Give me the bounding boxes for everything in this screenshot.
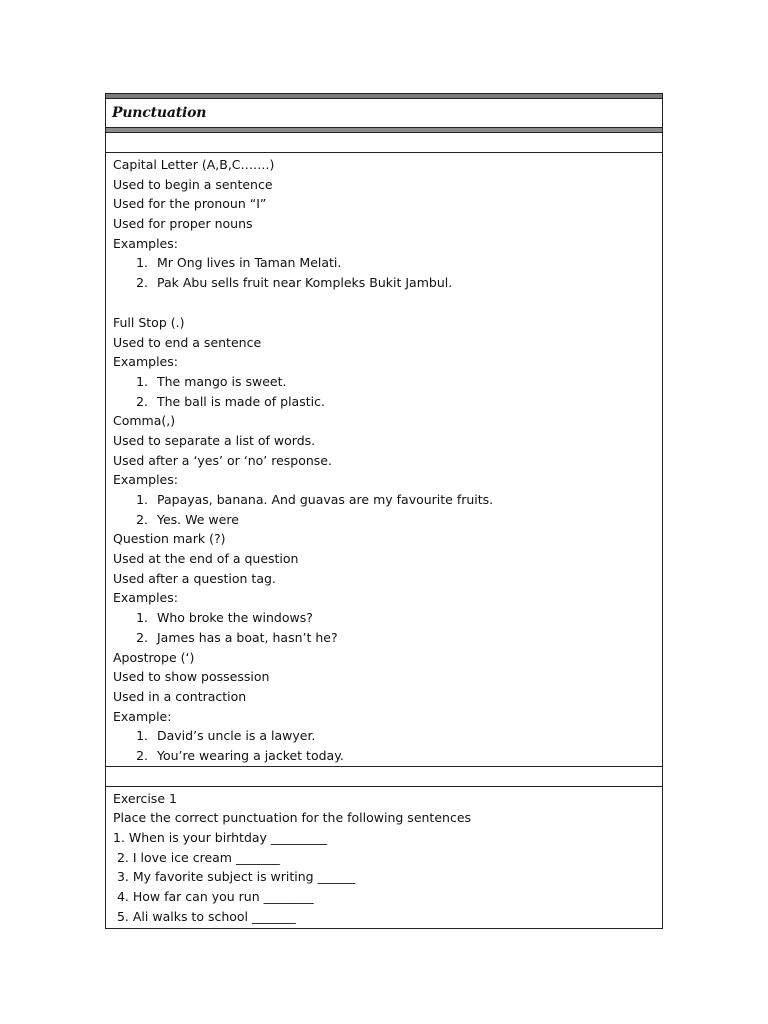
section-heading: Full Stop (.) — [113, 314, 185, 330]
title-row — [106, 98, 662, 128]
rule-line: Used to separate a list of words. — [113, 432, 316, 448]
example-item — [113, 510, 654, 530]
example-text: Yes. We were — [157, 511, 239, 527]
exercise-item: 3. My favorite subject is writing ______ — [113, 869, 356, 885]
rule-line: Used to end a sentence — [113, 334, 262, 350]
example-text: You’re wearing a jacket today. — [157, 747, 344, 763]
example-text: The mango is sweet. — [157, 373, 287, 389]
punctuation-content — [106, 153, 662, 766]
example-text: David’s uncle is a lawyer. — [157, 728, 316, 744]
example-item — [113, 392, 654, 412]
list-number: 1. — [136, 255, 148, 271]
example-item — [113, 746, 654, 766]
section-heading: Apostrope (‘) — [113, 649, 195, 665]
exercise-item: 4. How far can you run ________ — [113, 889, 314, 905]
exercise-item: 5. Ali walks to school _______ — [113, 908, 296, 924]
exercise-section — [106, 787, 662, 929]
rule-line: Used after a question tag. — [113, 570, 276, 586]
example-item — [113, 608, 654, 628]
rule-line: Used for the pronoun “I” — [113, 196, 267, 212]
examples-label: Example: — [113, 708, 172, 724]
example-item — [113, 273, 654, 293]
examples-label: Examples: — [113, 354, 178, 370]
list-number: 1. — [136, 610, 148, 626]
list-number: 2. — [136, 393, 148, 409]
examples-label: Examples: — [113, 590, 178, 606]
examples-label: Examples: — [113, 235, 178, 251]
spacer — [113, 293, 654, 313]
page-title: Punctuation — [112, 105, 207, 121]
section-heading: Question mark (?) — [113, 531, 226, 547]
example-item — [113, 628, 654, 648]
list-number: 1. — [136, 373, 148, 389]
worksheet — [105, 93, 663, 929]
exercise-instruction: Place the correct punctuation for the following sentences — [113, 810, 472, 826]
rule-line: Used at the end of a question — [113, 551, 299, 567]
list-number: 1. — [136, 492, 148, 507]
exercise-item: 1. When is your birhtday _________ — [113, 830, 328, 845]
exercise-item: 2. I love ice cream _______ — [113, 849, 280, 865]
blank-row-divider — [106, 766, 662, 787]
blank-row-top — [106, 132, 662, 153]
example-text: The ball is made of plastic. — [157, 393, 325, 409]
example-item — [113, 253, 654, 273]
section-heading: Comma(,) — [113, 413, 176, 429]
examples-label: Examples: — [113, 472, 178, 488]
example-text: Who broke the windows? — [157, 610, 313, 626]
rule-line: Used in a contraction — [113, 688, 247, 704]
rule-line: Used for proper nouns — [113, 216, 253, 232]
list-number: 1. — [136, 728, 148, 744]
exercise-heading: Exercise 1 — [113, 790, 177, 806]
example-text: Mr Ong lives in Taman Melati. — [157, 255, 342, 271]
list-number: 2. — [136, 511, 148, 527]
rule-line: Used to begin a sentence — [113, 176, 273, 192]
example-text: James has a boat, hasn’t he? — [157, 629, 338, 645]
example-text: Pak Abu sells fruit near Kompleks Bukit Jambul. — [157, 275, 453, 291]
example-item — [113, 726, 654, 746]
list-number: 2. — [136, 629, 148, 645]
section-heading: Capital Letter (A,B,C…….) — [113, 157, 275, 172]
example-item — [113, 490, 654, 510]
list-number: 2. — [136, 747, 148, 763]
list-number: 2. — [136, 275, 148, 291]
rule-line: Used to show possession — [113, 669, 270, 685]
example-text: Papayas, banana. And guavas are my favourite fruits. — [157, 492, 494, 507]
rule-line: Used after a ‘yes’ or ‘no’ response. — [113, 452, 332, 468]
example-item — [113, 372, 654, 392]
